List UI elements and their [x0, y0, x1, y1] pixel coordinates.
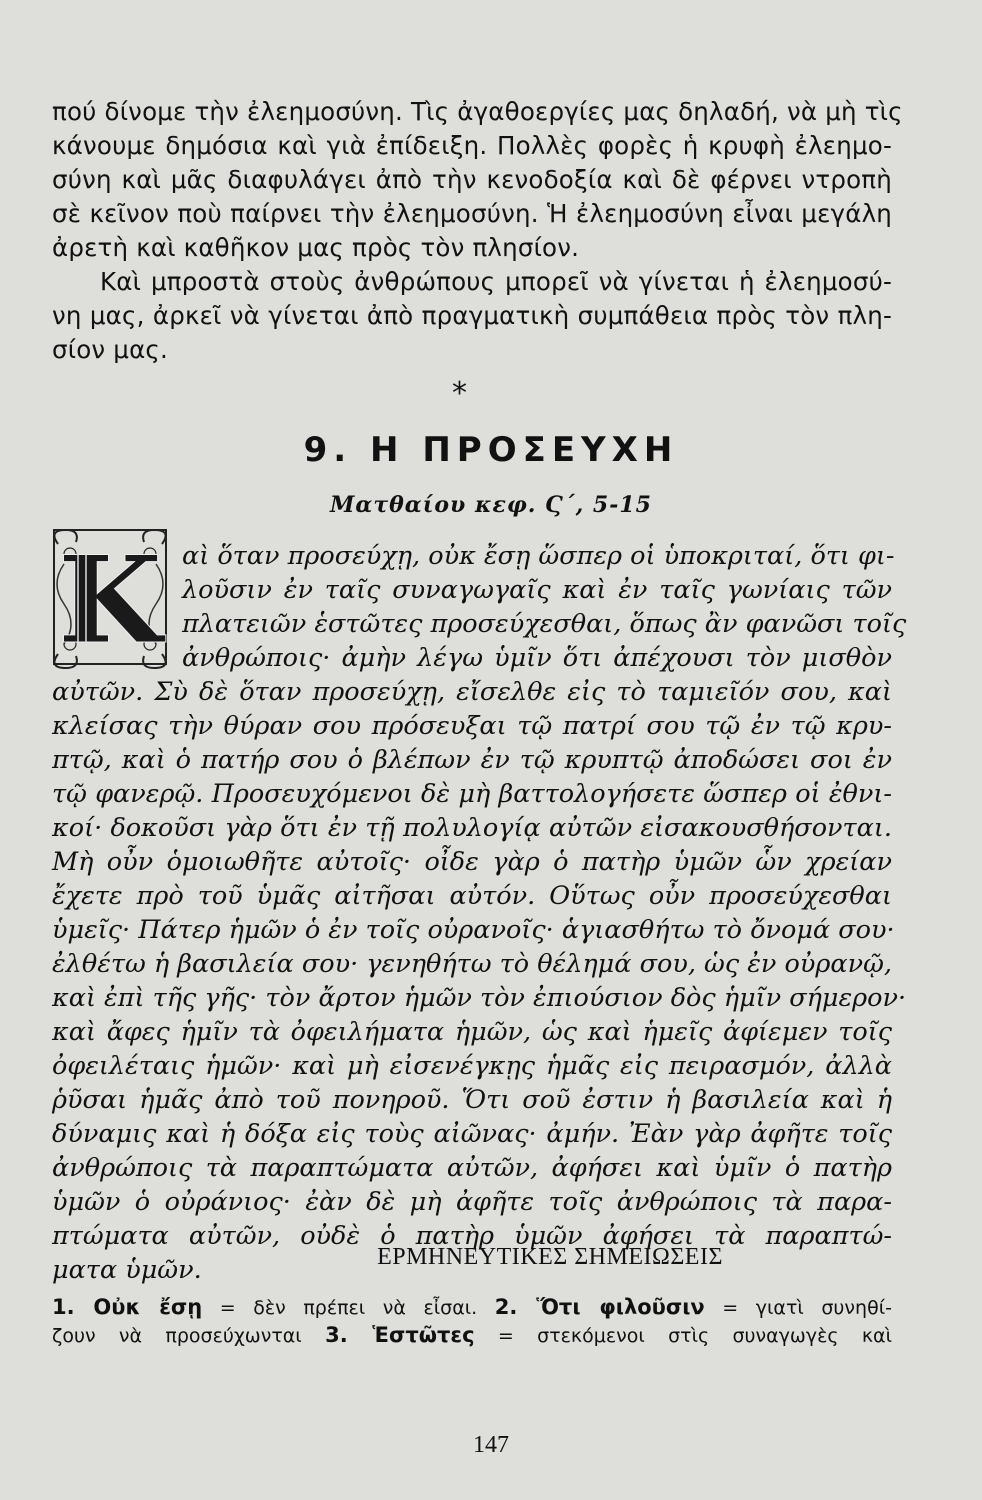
- scripture-line: ῥῦσαι ἡμᾶς ἀπὸ τοῦ πονηροῦ. Ὅτι σοῦ ἐστιν ἡ βασιλεία καὶ ἡ: [52, 1085, 892, 1115]
- scripture-line: ἔχετε πρὸ τοῦ ὑμᾶς αἰτῆσαι αὐτόν. Οὕτως οὖν προσεύχεσθαι: [52, 881, 892, 911]
- scripture-line: ἀνθρώποις τὰ παραπτώματα αὐτῶν, ἀφήσει καὶ ὑμῖν ὁ πατὴρ: [52, 1153, 892, 1183]
- intro-line: σίον μας.: [52, 335, 168, 364]
- note-term: 1. Οὐκ ἔσῃ: [52, 1295, 203, 1319]
- scripture-line: ὑμῶν ὁ οὐράνιος· ἐὰν δὲ μὴ ἀφῆτε τοῖς ἀνθρώποις τὰ παρα-: [52, 1187, 892, 1217]
- scripture-line: λοῦσιν ἐν ταῖς συναγωγαῖς καὶ ἐν ταῖς γωνίαις τῶν: [182, 575, 892, 605]
- intro-line: σὲ κεῖνον ποὺ παίρνει τὴν ἐλεημοσύνη. Ἡ ἐλεημοσύνη εἶναι μεγάλη: [52, 199, 892, 228]
- page-number: 147: [473, 1432, 509, 1458]
- note-line-1: [52, 1294, 892, 1321]
- scripture-line: τῷ φανερῷ. Προσευχόμενοι δὲ μὴ βαττολογήσετε ὥσπερ οἱ ἐθνι-: [52, 779, 892, 809]
- notes-title: ΕΡΜΗΝΕΥΤΙΚΕΣ ΣΗΜΕΙΩΣΕΙΣ: [377, 1244, 723, 1270]
- scripture-line: πλατειῶν ἑστῶτες προσεύχεσθαι, ὅπως ἂν φανῶσι τοῖς: [182, 609, 907, 639]
- scripture-line: κλείσας τὴν θύραν σου πρόσευξαι τῷ πατρί σου τῷ ἐν τῷ κρυ-: [52, 711, 892, 741]
- intro-line: κάνουμε δημόσια καὶ γιὰ ἐπίδειξη. Πολλὲς φορὲς ἡ κρυφὴ ἐλεημο-: [52, 131, 892, 160]
- intro-line: νη μας, ἀρκεῖ νὰ γίνεται ἀπὸ πραγματικὴ συμπάθεια πρὸς τὸν πλη-: [52, 301, 892, 330]
- scripture-line: κοί· δοκοῦσι γὰρ ὅτι ἐν τῇ πολυλογίᾳ αὐτῶν εἰσακουσθήσονται.: [52, 813, 892, 843]
- intro-line: σύνη καὶ μᾶς διαφυλάγει ἀπὸ τὴν κενοδοξία καὶ δὲ φέρνει ντροπὴ: [52, 165, 892, 194]
- note-definition: ζουν νὰ προσεύχωνται: [52, 1325, 302, 1347]
- intro-line: πού δίνομε τὴν ἐλεημοσύνη. Τὶς ἀγαθοεργίες μας δηλαδή, νὰ μὴ τὶς: [52, 97, 903, 126]
- scripture-line: αὶ ὅταν προσεύχῃ, οὐκ ἔσῃ ὥσπερ οἱ ὑποκριταί, ὅτι φι-: [182, 541, 895, 571]
- scripture-line: αὐτῶν. Σὺ δὲ ὅταν προσεύχῃ, εἴσελθε εἰς τὸ ταμιεῖόν σου, καὶ: [52, 677, 892, 707]
- intro-line: Καὶ μπροστὰ στοὺς ἀνθρώπους μπορεῖ νὰ γίνεται ἡ ἐλεημοσύ-: [100, 267, 892, 296]
- scripture-line: ματα ὑμῶν.: [52, 1255, 202, 1285]
- section-separator: *: [452, 376, 467, 411]
- note-term: 3. Ἑστῶτες: [325, 1323, 475, 1347]
- note-term: 2. Ὅτι φιλοῦσιν: [494, 1295, 705, 1319]
- scripture-line: ἀνθρώποις· ἀμὴν λέγω ὑμῖν ὅτι ἀπέχουσι τὸν μισθὸν: [182, 643, 892, 673]
- scripture-line: ὑμεῖς· Πάτερ ἡμῶν ὁ ἐν τοῖς οὐρανοῖς· ἁγιασθήτω τὸ ὄνομά σου·: [52, 915, 895, 945]
- scripture-line: δύναμις καὶ ἡ δόξα εἰς τοὺς αἰῶνας· ἀμήν. Ἐὰν γὰρ ἀφῆτε τοῖς: [52, 1119, 892, 1149]
- scripture-line: ὀφειλέταις ἡμῶν· καὶ μὴ εἰσενέγκῃς ἡμᾶς εἰς πειρασμόν, ἀλλὰ: [52, 1051, 892, 1081]
- scripture-reference: Ματθαίου κεφ. Ϛ΄, 5-15: [330, 492, 652, 518]
- scripture-line: καὶ ἄφες ἡμῖν τὰ ὀφειλήματα ἡμῶν, ὡς καὶ ἡμεῖς ἀφίεμεν τοῖς: [52, 1017, 892, 1047]
- section-heading: 9. Η ΠΡΟΣΕΥΧΗ: [303, 430, 679, 470]
- note-definition: = γιατὶ συνηθί-: [704, 1297, 892, 1319]
- scripture-line: Μὴ οὖν ὁμοιωθῆτε αὐτοῖς· οἶδε γὰρ ὁ πατὴρ ὑμῶν ὧν χρείαν: [52, 847, 892, 877]
- dropcap-letter: K: [57, 530, 163, 671]
- dropcap-ornament: [44, 524, 176, 674]
- intro-line: ἀρετὴ καὶ καθῆκον μας πρὸς τὸν πλησίον.: [52, 233, 580, 262]
- note-definition: = στεκόμενοι στὶς συναγωγὲς καὶ: [474, 1325, 893, 1347]
- scripture-line: πτῷ, καὶ ὁ πατήρ σου ὁ βλέπων ἐν τῷ κρυπτῷ ἀποδώσει σοι ἐν: [52, 745, 892, 775]
- scripture-line: καὶ ἐπὶ τῆς γῆς· τὸν ἄρτον ἡμῶν τὸν ἐπιούσιον δὸς ἡμῖν σήμερον·: [52, 983, 907, 1013]
- scripture-line: ἐλθέτω ἡ βασιλεία σου· γενηθήτω τὸ θέλημά σου, ὡς ἐν οὐρανῷ,: [52, 949, 892, 979]
- note-line-2: [52, 1322, 892, 1349]
- scripture-line: πτώματα αὐτῶν, οὐδὲ ὁ πατὴρ ὑμῶν ἀφήσει τὰ παραπτώ-: [52, 1221, 892, 1251]
- note-definition: = δὲν πρέπει νὰ εἶσαι.: [202, 1297, 478, 1319]
